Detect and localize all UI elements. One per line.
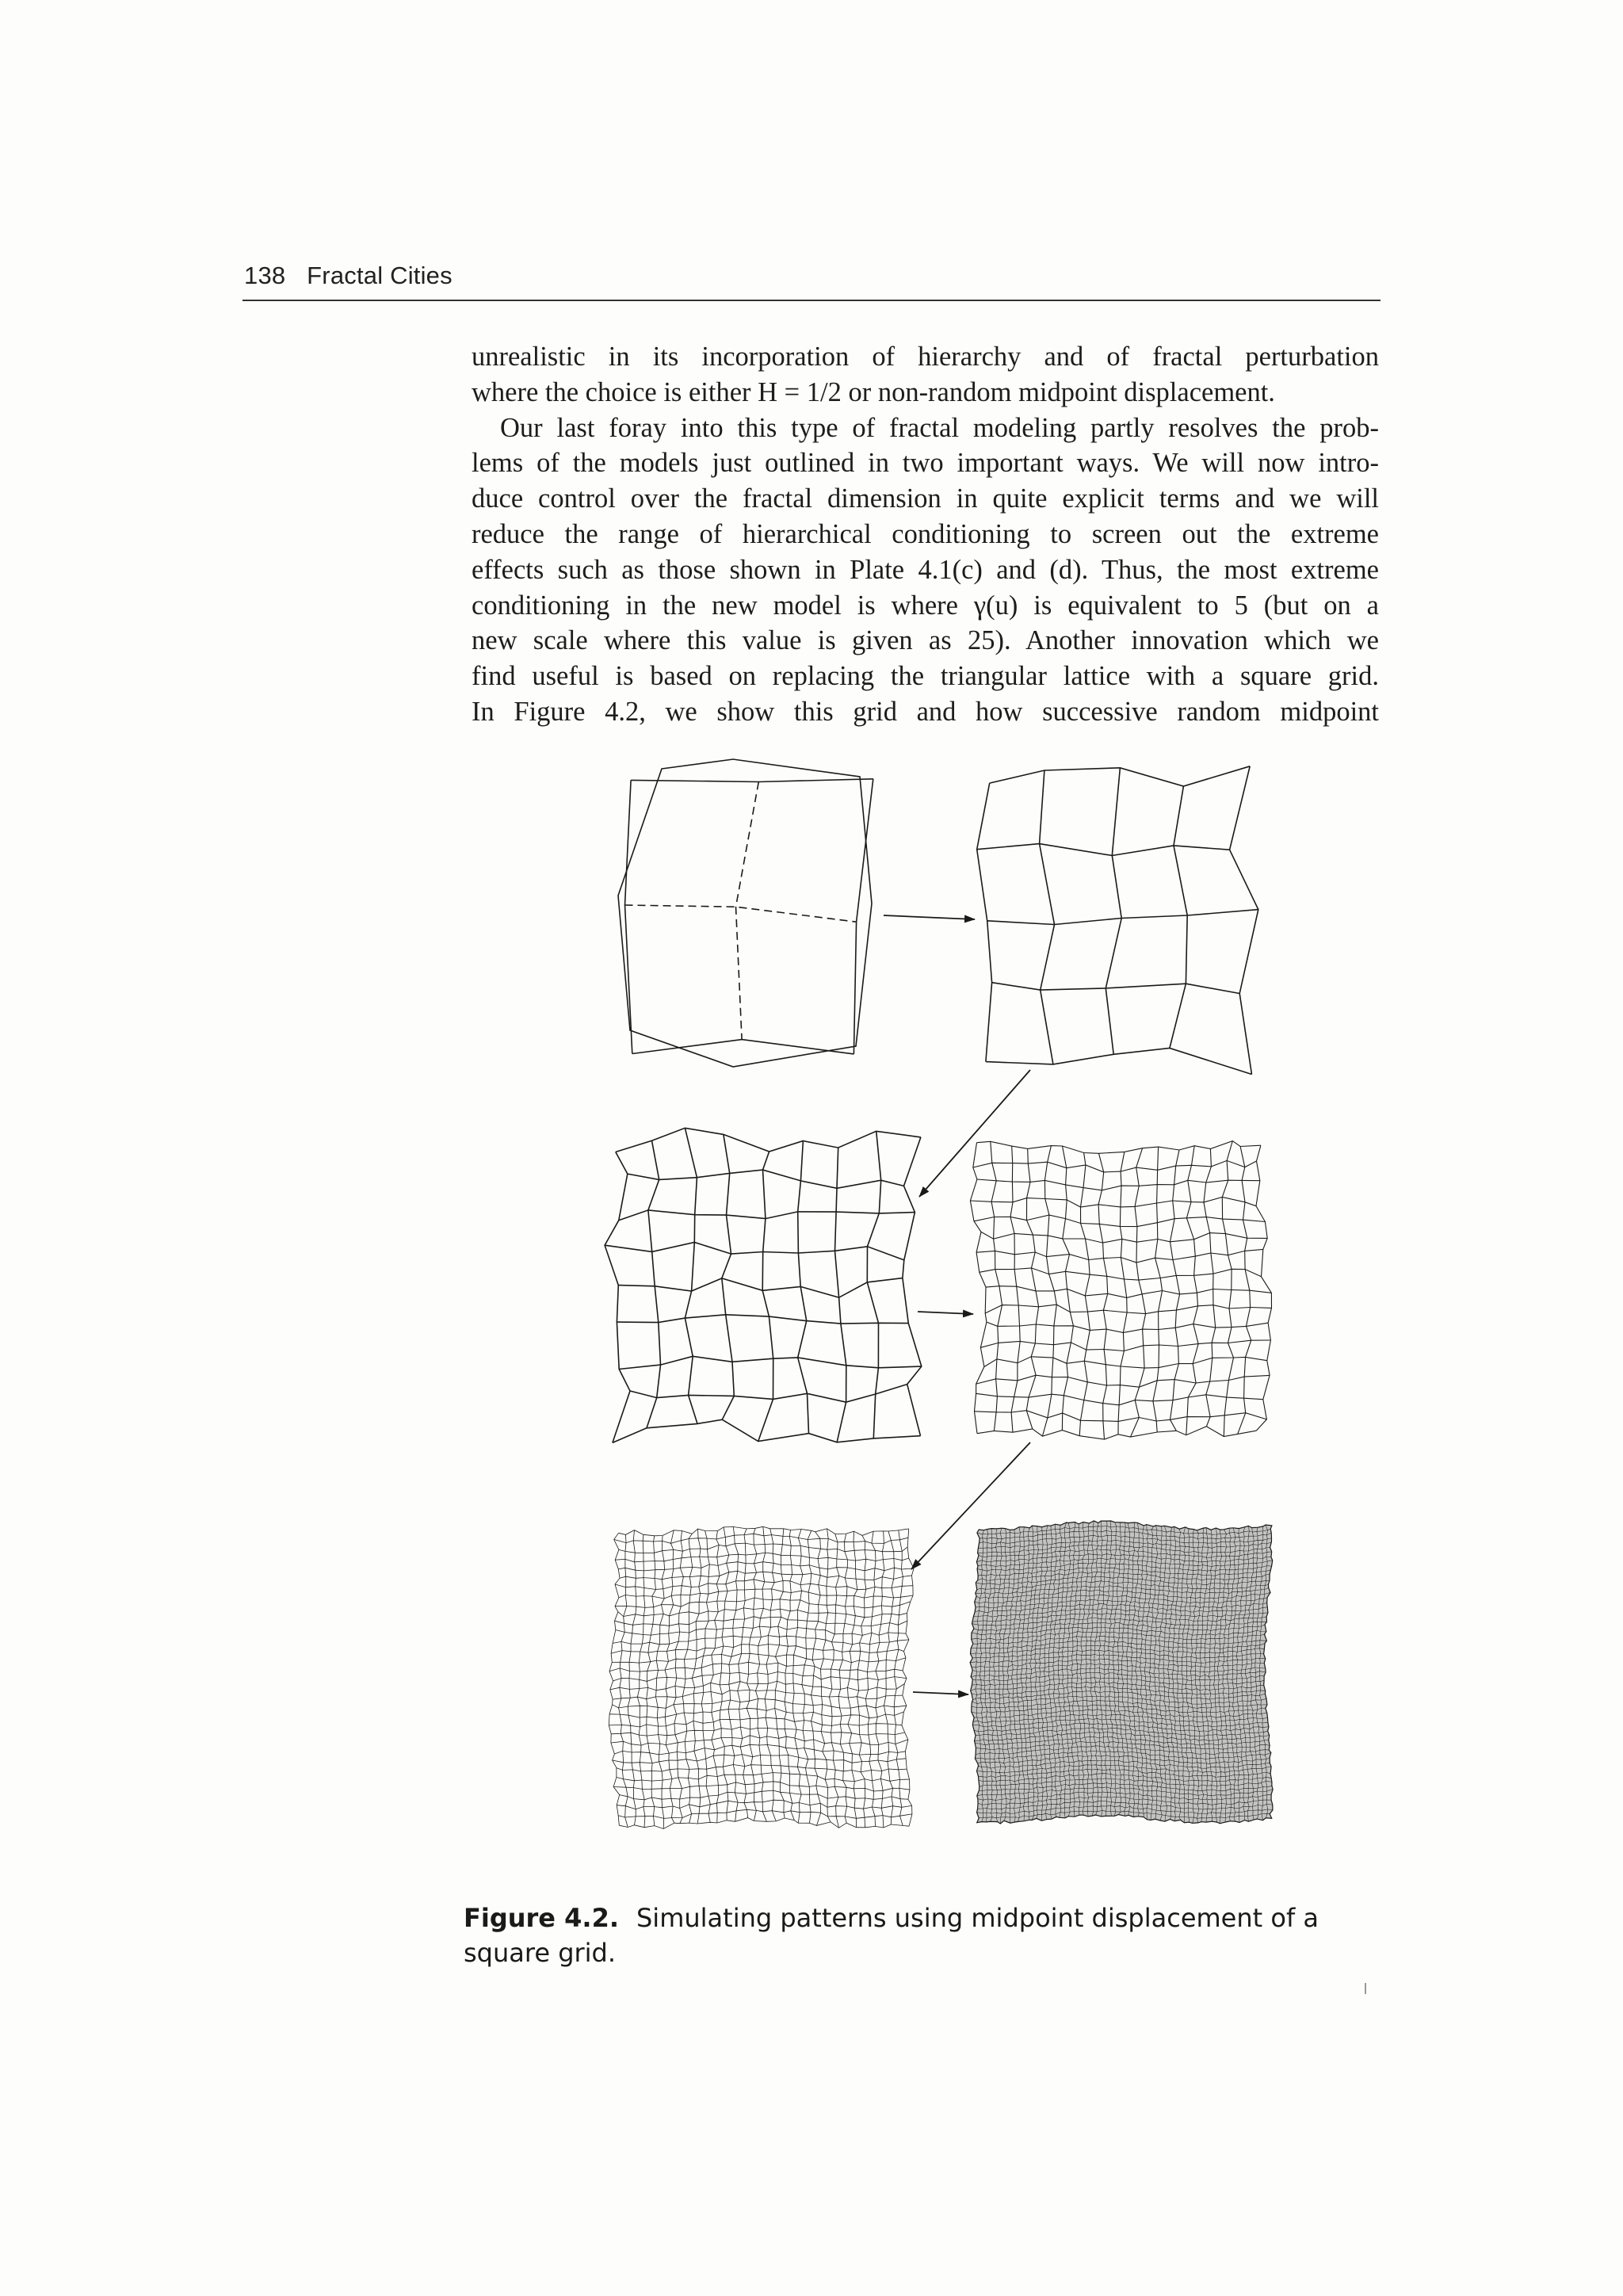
- caption-text: Simulating patterns using midpoint displacement of a square grid.: [464, 1903, 1319, 1968]
- sequence-arrow: [913, 1692, 968, 1694]
- body-line: In Figure 4.2, we show this grid and how successive random midpoint: [472, 696, 1379, 727]
- grid-panel-2: [625, 779, 873, 1054]
- sequence-arrow: [919, 1070, 1030, 1197]
- body-line: conditioning in the new model is where γ(u) is equivalent to 5 (but on a: [472, 590, 1379, 621]
- body-line: unrealistic in its incorporation of hierarchy and of fractal perturbation: [472, 342, 1379, 372]
- scan-mark: [1365, 1983, 1366, 1994]
- grid-panel-16: [970, 1141, 1271, 1440]
- grid-panel-32: [609, 1526, 914, 1828]
- body-line: where the choice is either H = 1/2 or non-random midpoint displacement.: [472, 376, 1275, 407]
- perturbed-outline: [618, 759, 872, 1067]
- body-line: reduce the range of hierarchical conditioning to screen out the extreme: [472, 518, 1379, 549]
- running-title: Fractal Cities: [307, 262, 453, 289]
- body-line: Our last foray into this type of fractal modeling partly resolves the prob-: [500, 412, 1379, 443]
- body-line: find useful is based on replacing the triangular lattice with a square grid.: [472, 661, 1379, 692]
- body-line: lems of the models just outlined in two important ways. We will now intro-: [472, 448, 1379, 479]
- figure-illustration: [586, 753, 1276, 1862]
- grid-panel-4: [977, 766, 1258, 1075]
- figure-caption: [464, 1901, 1383, 1970]
- body-line: effects such as those shown in Plate 4.1(c) and (d). Thus, the most extreme: [472, 554, 1379, 585]
- grid-panel-8: [605, 1128, 922, 1442]
- header-rule: [242, 300, 1381, 301]
- caption-label: Figure 4.2.: [464, 1903, 619, 1933]
- body-line: duce control over the fractal dimension in quite explicit terms and we will: [472, 483, 1379, 514]
- figure-4-2: [586, 753, 1276, 1862]
- grid-panel-64: [970, 1521, 1273, 1824]
- page-number: 138: [244, 262, 286, 289]
- body-line: new scale where this value is given as 25). Another innovation which we: [472, 625, 1379, 656]
- body-paragraphs: [472, 339, 1379, 730]
- running-head: [244, 262, 453, 290]
- sequence-arrow: [884, 915, 975, 919]
- sequence-arrow: [918, 1312, 973, 1314]
